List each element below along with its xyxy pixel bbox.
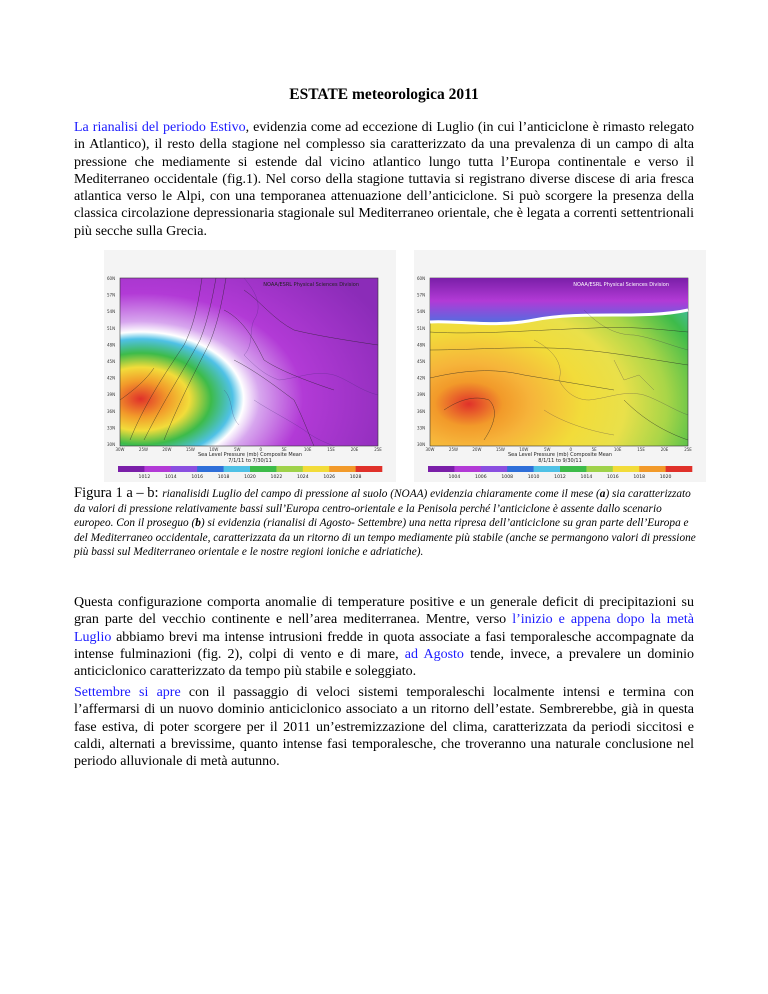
legend-label: 1020 (659, 475, 672, 480)
lat-label: 51N (417, 325, 426, 331)
caption-part2: ) sia caratterizzato da valori di pressione relativamente bassi sull’Europa centro-orientale e la Penisola perché l’anticiclone è assente dallo scenario europeo. Con il proseguo ( (74, 488, 691, 530)
legend-label: 1018 (217, 475, 230, 480)
pressure-map-aug-sep-graphic (414, 250, 706, 482)
lat-label: 36N (417, 408, 426, 414)
lat-label: 33N (107, 425, 116, 431)
early-july-link[interactable]: l’inizio e appena dopo la metà Luglio (74, 612, 694, 645)
lat-label: 42N (417, 375, 426, 381)
legend-swatch (303, 466, 330, 472)
lat-label: 39N (417, 392, 426, 398)
caption-a: a (599, 488, 606, 500)
lon-label: 20W (162, 447, 172, 452)
legend-label: 1016 (191, 475, 204, 480)
august-link[interactable]: ad Agosto (404, 646, 464, 662)
legend-label: 1026 (323, 475, 336, 480)
legend-swatch (481, 466, 508, 472)
legend-swatch (454, 466, 481, 472)
map-b-legend (428, 466, 692, 480)
pressure-map-july (104, 250, 396, 482)
lon-label: 15E (637, 447, 645, 452)
map-a-source: NOAA/ESRL Physical Sciences Division (263, 282, 359, 288)
legend-swatch (171, 466, 198, 472)
lat-label: 30N (107, 442, 116, 447)
legend-label: 1014 (164, 475, 177, 480)
figure-caption (74, 486, 696, 560)
legend-swatch (507, 466, 534, 472)
legend-swatch (639, 466, 666, 472)
lat-label: 36N (107, 408, 116, 414)
lat-label: 54N (417, 309, 426, 315)
lon-label: 5W (544, 447, 551, 452)
lat-label: 60N (417, 276, 426, 281)
intro-text: , evidenzia come ad eccezione di Luglio (in cui l’anticiclone è rimasto relegato in Atlantico), il resto della stagione nel complesso sia caratterizzato da una prevalenza di un campo di alta pressione che mediamente si estende dal vicino atlantico lungo tutta l’Europa continentale e verso il Mediterraneo occidentale (fig.1). Nel corso della stagione tuttavia si registrano diverse discese di aria fresca atlantica verso le Alpi, con una temporanea attenuazione dell’anticiclone. Si può scorgere la presenza della classica circolazione depressionaria stagionale sul Mediterraneo orientale, che è legata a correnti settentrionali più secche sulla Grecia. (74, 120, 694, 239)
lon-label: 25W (138, 447, 148, 452)
legend-label: 1020 (244, 475, 256, 480)
pressure-map-aug-sep (414, 250, 706, 482)
lon-label: 30W (425, 447, 435, 452)
lat-label: 45N (417, 359, 426, 364)
config-text-2: abbiamo brevi ma intense intrusioni fredde in quota associate a fasi temporalesche accompagnate da intense fulminazioni (fig. 2), colpi di vento e di mare, (74, 629, 694, 662)
legend-swatch (329, 466, 356, 472)
legend-swatch (144, 466, 171, 472)
reanalysis-link[interactable]: La rianalisi del periodo Estivo (74, 120, 246, 135)
config-text-3: tende, invece, a prevalere un dominio anticiclonico caratterizzato da tempo più stabile e soleggiato. (74, 646, 694, 680)
lon-label: 5E (281, 447, 287, 452)
caption-lead: Figura 1 a – b: (74, 485, 163, 501)
lon-label: 10W (519, 447, 529, 452)
caption-b: b (195, 517, 201, 530)
legend-swatch (224, 466, 251, 472)
legend-label: 1006 (474, 475, 487, 480)
legend-swatch (534, 466, 561, 472)
legend-label: 1018 (633, 475, 646, 480)
map-b-lat-labels (417, 276, 425, 447)
legend-label: 1008 (501, 475, 514, 480)
legend-label: 1014 (580, 475, 593, 480)
map-a-subtitle: Sea Level Pressure (mb) Composite Mean (197, 452, 303, 458)
lon-label: 5E (591, 447, 597, 452)
lon-label: 15E (327, 447, 335, 452)
lat-label: 51N (107, 325, 116, 331)
pressure-map-july-graphic (104, 250, 396, 482)
legend-label: 1016 (606, 475, 619, 480)
lon-label: 25W (448, 447, 458, 452)
lon-label: 10E (613, 447, 622, 452)
lat-label: 54N (107, 309, 116, 315)
configuration-paragraph (74, 594, 694, 680)
lon-label: 20E (350, 447, 359, 452)
config-text-1: Questa configurazione comporta anomalie di temperature positive e un generale deficit di precipitazioni su gran parte del vecchio continente e nell’area mediterranea. Mentre, verso (74, 595, 694, 628)
legend-swatch (560, 466, 587, 472)
legend-swatch (356, 466, 383, 472)
map-b-subtitle: Sea Level Pressure (mb) Composite Mean (507, 452, 613, 458)
lon-label: 0 (259, 447, 263, 452)
legend-swatch (197, 466, 224, 472)
legend-swatch (586, 466, 613, 472)
intro-paragraph (74, 119, 694, 240)
lat-label: 42N (107, 375, 116, 381)
legend-label: 1022 (270, 475, 283, 480)
lat-label: 45N (107, 359, 116, 364)
map-a-dates: 7/1/11 to 7/30/11 (228, 458, 272, 464)
caption-part1: rianalisidi Luglio del campo di pressione al suolo (NOAA) evidenzia chiaramente come il mese ( (162, 488, 600, 500)
lat-label: 48N (417, 342, 426, 348)
lat-label: 39N (107, 392, 116, 398)
lon-label: 25E (374, 447, 382, 452)
lat-label: 48N (107, 342, 116, 348)
map-b-source: NOAA/ESRL Physical Sciences Division (573, 282, 669, 288)
lat-label: 57N (417, 292, 426, 298)
legend-label: 1010 (527, 475, 540, 480)
legend-swatch (613, 466, 640, 472)
lon-label: 10W (209, 447, 219, 452)
lon-label: 15W (185, 447, 195, 452)
legend-swatch (428, 466, 455, 472)
legend-label: 1012 (138, 475, 151, 480)
lon-label: 30W (115, 447, 125, 452)
map-b-dates: 8/1/11 to 9/30/11 (538, 458, 582, 464)
lat-label: 33N (417, 425, 426, 431)
september-text: con il passaggio di veloci sistemi temporaleschi localmente intensi e termina con l’affermarsi di un nuovo dominio anticiclonico associato a un ritorno dell’estate. Sembrerebbe, già in questa fase estiva, di poter scorgere per il 2011 un’estremizzazione del clima, caratterizzata da periodi siccitosi e caldi, alternati a brevissime, quanto intense fasi temporalesche, che troveranno una naturale conclusione nel periodo alluvionale di metà autunno. (74, 685, 694, 770)
september-paragraph (74, 684, 694, 770)
page-title: ESTATE meteorologica 2011 (289, 86, 479, 103)
legend-label: 1004 (448, 475, 461, 480)
map-a-legend (118, 466, 382, 480)
legend-swatch (276, 466, 303, 472)
legend-swatch (250, 466, 277, 472)
lat-label: 60N (107, 276, 116, 281)
lon-label: 25E (684, 447, 692, 452)
september-link[interactable]: Settembre si apre (74, 685, 181, 700)
lon-label: 20E (660, 447, 669, 452)
lon-label: 0 (569, 447, 573, 452)
lon-label: 5W (234, 447, 241, 452)
lat-label: 57N (107, 292, 116, 298)
lon-label: 15W (495, 447, 505, 452)
legend-swatch (118, 466, 145, 472)
lat-label: 30N (417, 442, 426, 447)
legend-swatch (666, 466, 693, 472)
caption-part3: ) si evidenzia (rianalisi di Agosto- Settembre) una netta ripresa dell’anticiclone su gran parte dell’Europa e del Mediterraneo occidentale, caratterizzata da un ritorno di un tempo mediamente più stabile (anche se permangono valori di pressione più bassi sul Mediterraneo orientale e le nostre regioni ioniche e adriatiche). (74, 517, 696, 559)
legend-label: 1028 (349, 475, 362, 480)
legend-label: 1024 (296, 475, 309, 480)
lon-label: 10E (303, 447, 312, 452)
lon-label: 20W (472, 447, 482, 452)
map-a-lat-labels (107, 276, 115, 447)
legend-label: 1012 (554, 475, 566, 480)
